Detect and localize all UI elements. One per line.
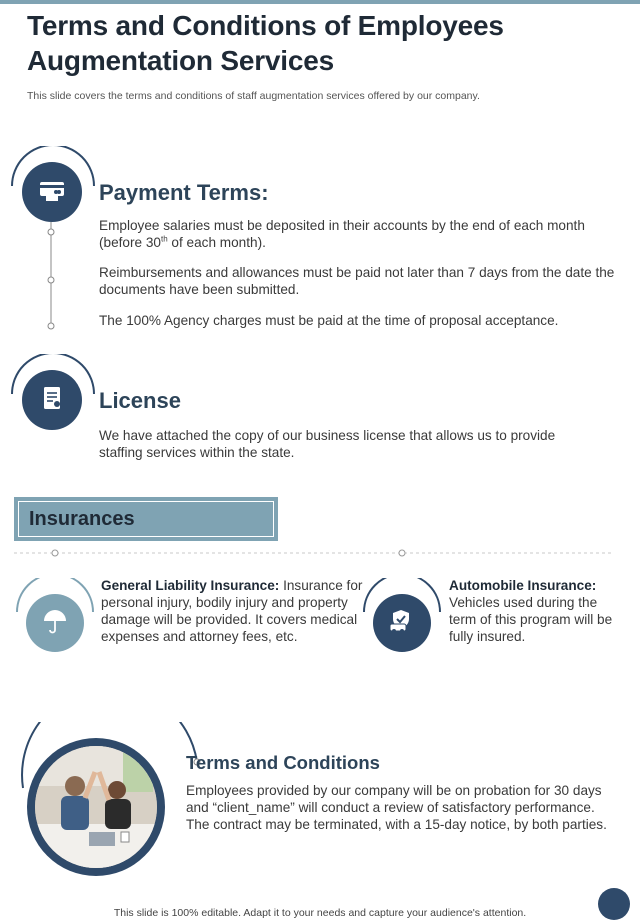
credit-card-icon — [37, 175, 67, 210]
terms-text: Employees provided by our company will be on probation for 30 days and “client_name” will conduct a review of satisfactory performance. The contract may be terminated, with a 15-day notice, by both parties. — [186, 783, 607, 832]
payment-timeline — [44, 222, 58, 334]
terms-heading: Terms and Conditions — [186, 752, 380, 773]
page-title: Terms and Conditions of Employees Augmentation Services — [27, 10, 504, 76]
general-liability-text — [101, 577, 373, 645]
top-rule — [0, 0, 640, 4]
insurances-divider — [14, 546, 614, 560]
auto-icon-circle — [373, 594, 431, 652]
general-liability-label: General Liability Insurance: — [101, 578, 280, 593]
umbrella-icon — [40, 606, 70, 641]
payment-item-1 — [99, 217, 614, 251]
insurances-heading: Insurances — [18, 501, 274, 537]
document-icon — [37, 383, 67, 418]
payment-icon-circle — [22, 162, 82, 222]
payment-heading: Payment Terms: — [99, 180, 269, 205]
page-subtitle: This slide covers the terms and conditions of staff augmentation services offered by our company. — [27, 90, 480, 102]
insurances-banner — [14, 497, 278, 541]
team-photo — [35, 746, 157, 868]
nav-dot — [598, 888, 630, 920]
automobile-insurance-label: Automobile Insurance: — [449, 578, 597, 593]
payment-item-2: Reimbursements and allowances must be paid not later than 7 days from the date the documents have been submitted. — [99, 265, 615, 297]
license-text: We have attached the copy of our business license that allows us to provide staffing services within the state. — [99, 428, 556, 460]
payment-item-1-text: Employee salaries must be deposited in their accounts by the end of each month (before 30 — [99, 218, 585, 250]
footer-note: This slide is 100% editable. Adapt it to your needs and capture your audience's attention. — [113, 907, 527, 919]
license-heading: License — [99, 388, 181, 413]
car-shield-icon — [386, 606, 418, 641]
payment-item-1-tail: of each month). — [167, 235, 266, 250]
automobile-insurance-text — [449, 577, 627, 645]
automobile-insurance-desc: Vehicles used during the term of this program will be fully insured. — [449, 595, 613, 644]
general-icon-circle — [26, 594, 84, 652]
payment-item-3: The 100% Agency charges must be paid at the time of proposal acceptance. — [99, 313, 559, 328]
license-icon-circle — [22, 370, 82, 430]
payment-item-1-sup: th — [160, 234, 168, 244]
general-liability-desc: Insurance for personal injury, bodily injury and property damage will be provided. It covers medical expenses and attorney fees, etc. — [101, 578, 363, 644]
